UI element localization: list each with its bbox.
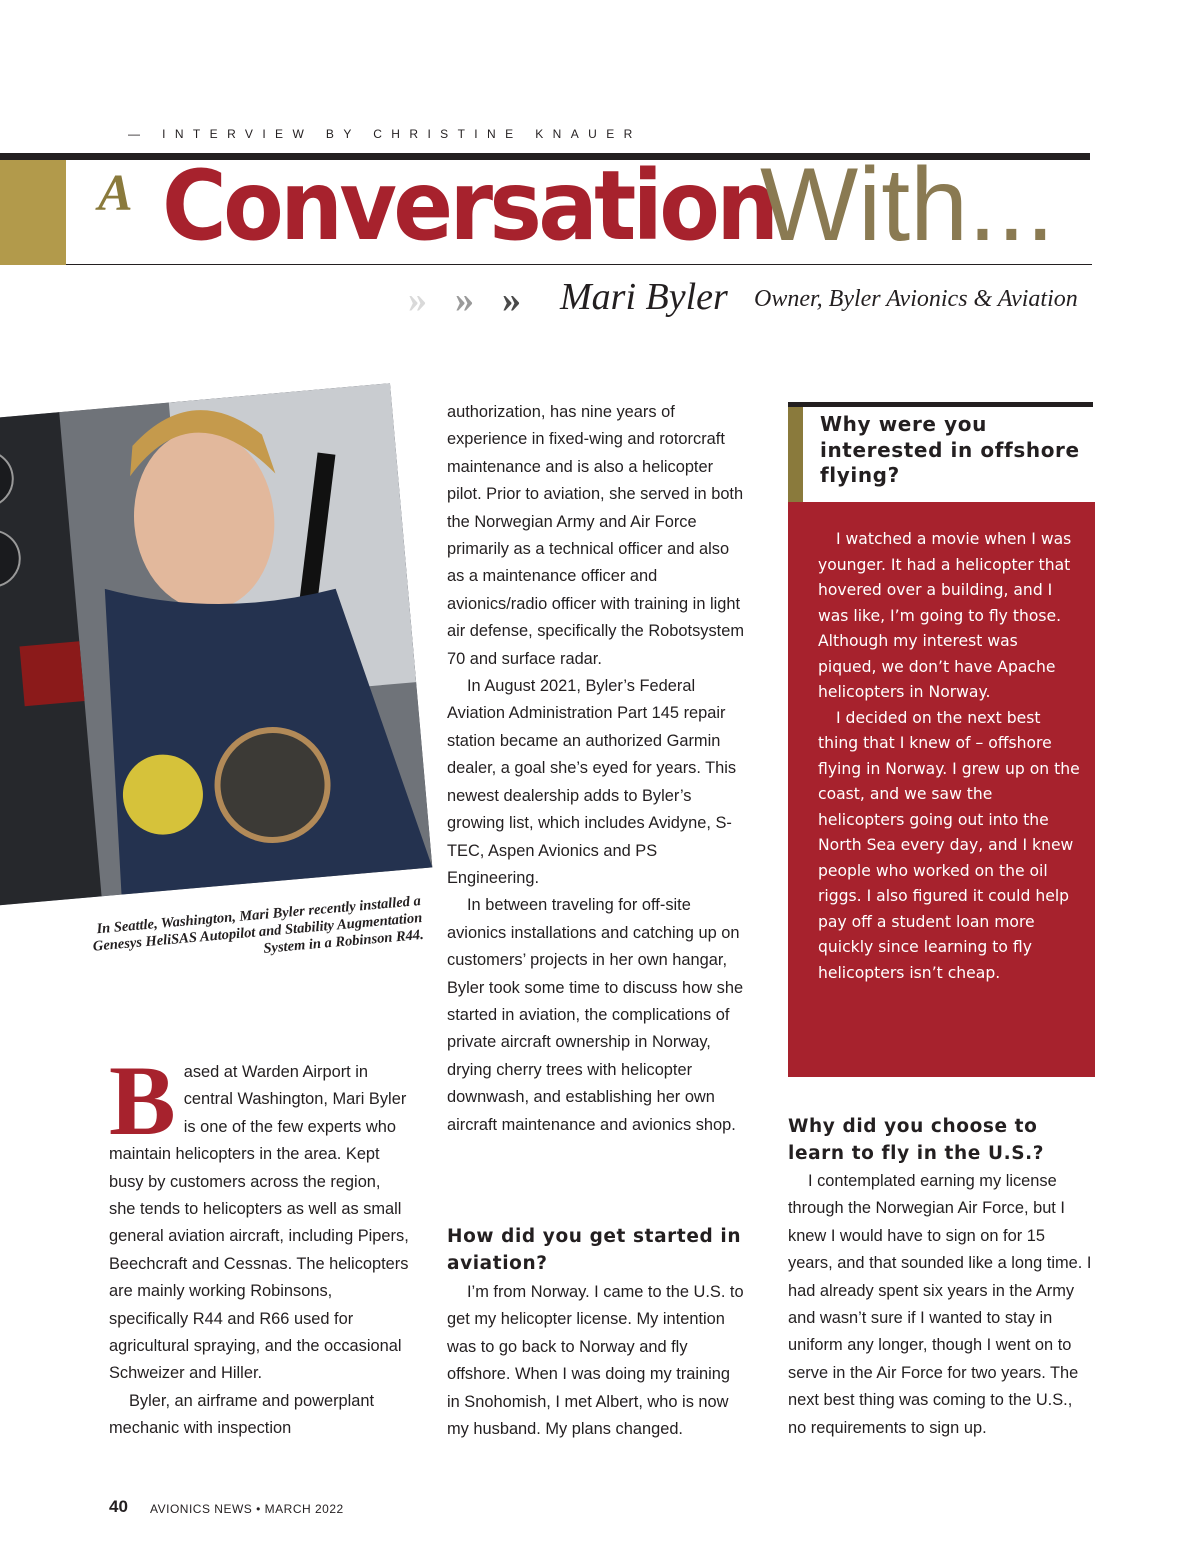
photo [0,383,432,907]
interviewee-role: Owner, Byler Avionics & Aviation [754,286,1078,312]
body-paragraph: Byler, an airframe and powerplant mechanic with inspection [109,1391,375,1438]
sidebar-paragraph: I decided on the next best thing that I knew of – offshore flying in Norway. I grew up on the coast, and we saw the helicopters going out into the North Sea every day, and I knew people who worked on the oil riggs. I also figured it could help pay off a student loan more quickly since learning to fly helicopters isn’t cheap. [818,708,1080,982]
sidebar-top-rule [788,402,1093,407]
chevron-icon: » [408,279,427,321]
answer-paragraph: I contemplated earning my license through the Norwegian Air Force, but I knew I would have to sign on for 15 years, and that sounded like a long time. I had already spent six years in the Army and wasn’t sure if I wanted to stay in uniform any longer, though I went on to serve in the Air Force for two years. The next best thing was coming to the U.S., no requirements to sign up. [788,1172,1092,1437]
column-3 [788,1168,1093,1442]
body-paragraph: In between traveling for off-site avionics installations and catching up on customers’ projects in her own hangar, Byler took some time to discuss how she started in aviation, the complications of private aircraft ownership in Norway, drying cherry trees with helicopter downwash, and establishing her own aircraft maintenance and avionics shop. [447,896,744,1134]
answer-block [447,1279,747,1443]
sidebar-paragraph: I watched a movie when I was younger. It had a helicopter that hovered over a building, and I was like, I’m going to fly those. Although my interest was piqued, we don’t have Apache helicopters in Norway. [818,530,1072,701]
sidebar-question: Why were you interested in offshore flying? [820,412,1080,487]
drop-cap: B [109,1045,176,1156]
body-paragraph: ased at Warden Airport in central Washington, Mari Byler is one of the few experts who maintain helicopters in the area. Kept busy by customers across the region, she tends to helicopters as well as small general aviation aircraft, including Pipers, Beechcraft and Cessnas. The helicopters are mainly working Robinsons, specifically R44 and R66 used for agricultural spraying, and the occasional Schweizer and Hiller. [109,1063,409,1383]
interviewee-name: Mari Byler [560,276,728,318]
question-heading: Why did you choose to learn to fly in the U.S.? [788,1116,1045,1164]
sidebar-answer [818,527,1080,986]
gold-accent-block [0,160,66,265]
page-number: 40 [109,1497,128,1516]
body-paragraph: authorization, has nine years of experience in fixed-wing and rotorcraft maintenance and is also a helicopter pilot. Prior to aviation, she served in both the Norwegian Army and Air Force primarily as a technical officer and also as a maintenance officer and avionics/radio officer with training in light air defense, specifically the Robotsystem 70 and surface radar. [447,403,744,668]
publication-footer: AVIONICS NEWS • MARCH 2022 [150,1502,344,1516]
body-paragraph: In August 2021, Byler’s Federal Aviation Administration Part 145 repair station became an authorized Garmin dealer, a goal she’s eyed for years. This newest dealership adds to Byler’s growing list, which includes Avidyne, S-TEC, Aspen Avionics and PS Engineering. [447,677,737,887]
column-2 [447,399,747,1139]
chevron-icon: » [455,279,474,321]
title-article-a: A [98,165,133,222]
column-1 [109,1045,409,1443]
photo-caption: In Seattle, Washington, Mari Byler recently installed a Genesys HeliSAS Autopilot and Stability Augmentation System in a Robinson R44. [92,893,425,957]
photo-illustration [0,383,432,907]
title-with: With... [760,147,1055,263]
sidebar-accent-bar [788,407,803,502]
byline: — INTERVIEW BY CHRISTINE KNAUER [128,127,642,141]
title-conversation: Conversation [162,150,776,262]
chevron-icon: » [502,279,521,321]
question-heading: How did you get started in aviation? [447,1226,742,1274]
answer-paragraph: I’m from Norway. I came to the U.S. to get my helicopter license. My intention was to go back to Norway and fly offshore. When I was doing my training in Snohomish, I met Albert, who is now my husband. My plans changed. [447,1283,744,1439]
